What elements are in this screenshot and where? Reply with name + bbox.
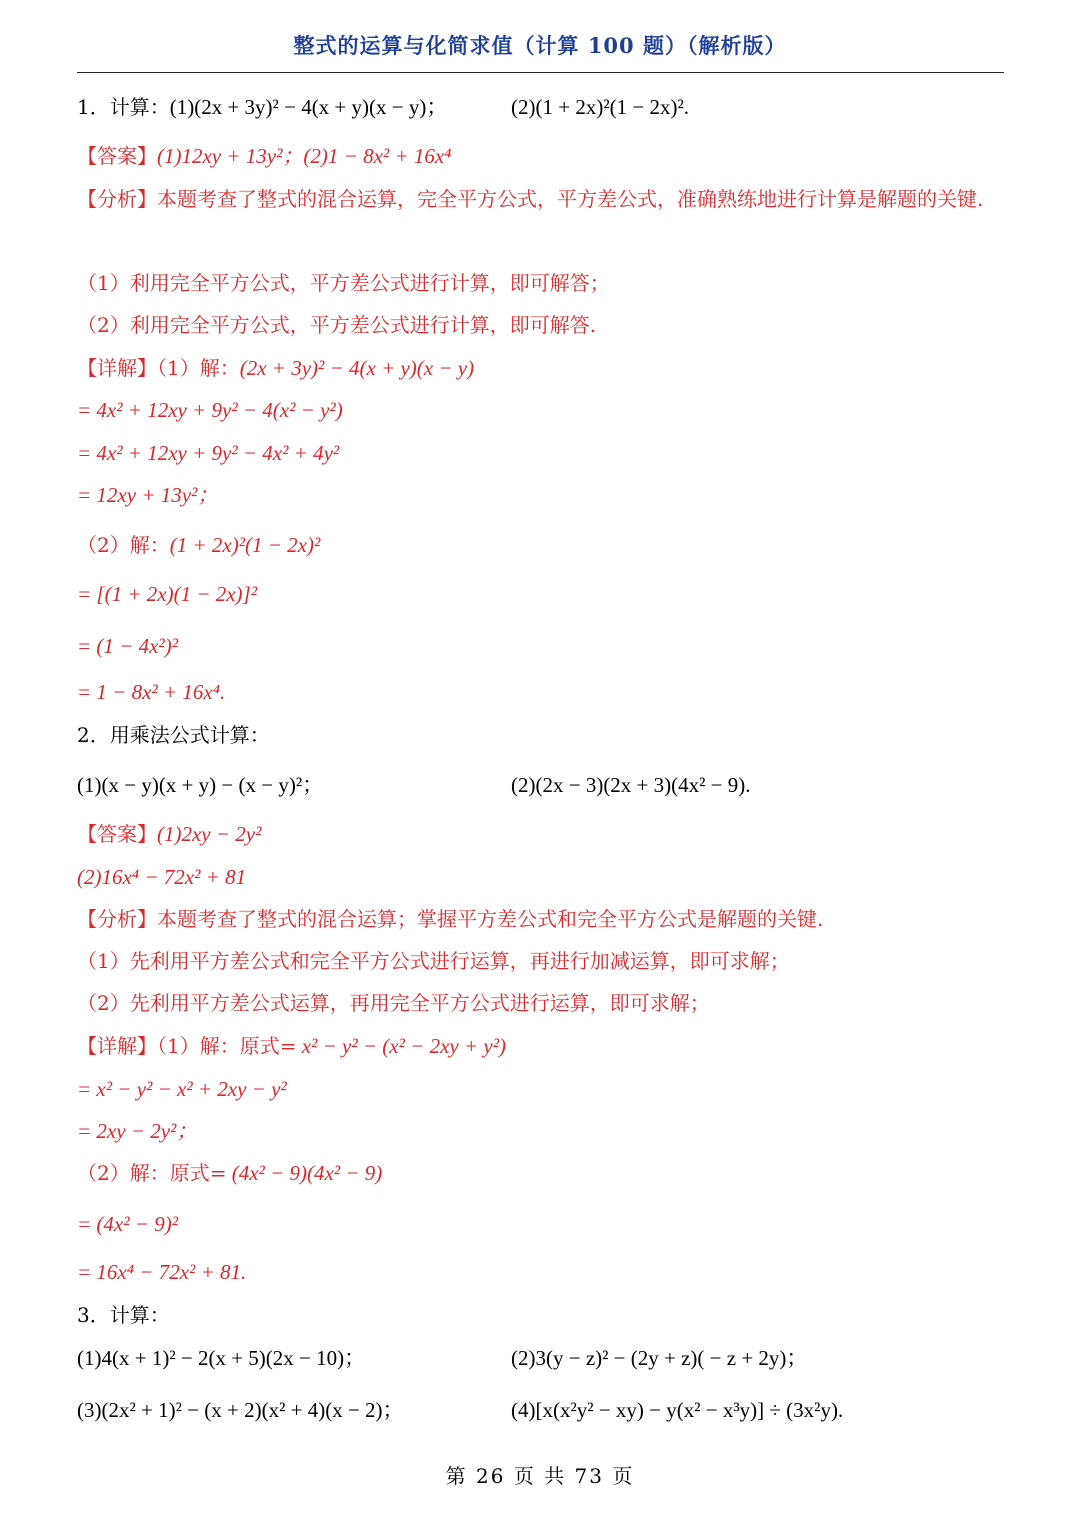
problem-1-detail-step: = 4x² + 12xy + 9y² − 4x² + 4y² <box>77 441 340 465</box>
problem-1-question: 1．计算：(1)(2x + 3y)² − 4(x + y)(x − y)； <box>77 95 448 119</box>
problem-2-part-2: (2)(2x − 3)(2x + 3)(4x² − 9). <box>511 773 751 797</box>
problem-1-detail-step: = 1 − 8x² + 16x⁴. <box>77 680 226 704</box>
problem-2-question: 2．用乘法公式计算： <box>77 723 270 747</box>
problem-2-detail-part-1: 【详解】（1）解：原式= x² − y² − (x² − 2xy + y²) <box>77 1034 507 1058</box>
page-title: 整式的运算与化简求值（计算 100 题）（解析版） <box>293 33 787 58</box>
problem-2-detail-step: = (4x² − 9)² <box>77 1212 178 1236</box>
problem-3-part-4: (4)[x(x²y² − xy) − y(x² − x³y)] ÷ (3x²y). <box>511 1398 844 1422</box>
header-divider <box>77 72 1004 73</box>
problem-2-detail-step: = 2xy − 2y²； <box>77 1119 198 1143</box>
problem-1-detail-step: = (1 − 4x²)² <box>77 634 178 658</box>
problem-1-answer: 【答案】(1)12xy + 13y²；(2)1 − 8x² + 16x⁴ <box>77 144 452 168</box>
problem-2-detail-step: = 16x⁴ − 72x² + 81. <box>77 1260 247 1284</box>
problem-2-answer-line: (2)16x⁴ − 72x² + 81 <box>77 865 247 889</box>
problem-1-analysis: 【分析】本题考查了整式的混合运算，完全平方公式，平方差公式，准确熟练地进行计算是解题的关键. <box>77 187 984 211</box>
problem-1-analysis-step-2: （2）利用完全平方公式，平方差公式进行计算，即可解答. <box>77 313 597 337</box>
problem-1-analysis-step-1: （1）利用完全平方公式，平方差公式进行计算，即可解答； <box>77 271 610 295</box>
problem-3-part-1: (1)4(x + 1)² − 2(x + 5)(2x − 10)； <box>77 1346 366 1370</box>
problem-2-analysis: 【分析】本题考查了整式的混合运算；掌握平方差公式和完全平方公式是解题的关键. <box>77 907 824 931</box>
problem-2-answer: 【答案】(1)2xy − 2y² <box>77 822 262 846</box>
problem-2-detail-part-2: （2）解：原式= (4x² − 9)(4x² − 9) <box>77 1161 383 1185</box>
problem-1-part-2: (2)(1 + 2x)²(1 − 2x)². <box>511 95 689 119</box>
problem-1-detail-step: = 12xy + 13y²； <box>77 483 219 507</box>
problem-1-detail-step: = 4x² + 12xy + 9y² − 4(x² − y²) <box>77 398 343 422</box>
problem-3-question: 3．计算： <box>77 1303 170 1327</box>
problem-3-part-3: (3)(2x² + 1)² − (x + 2)(x² + 4)(x − 2)； <box>77 1398 404 1422</box>
problem-3-part-2: (2)3(y − z)² − (2y + z)( − z + 2y)； <box>511 1346 808 1370</box>
problem-2-analysis-step-2: （2）先利用平方差公式运算，再用完全平方公式进行运算，即可求解； <box>77 991 710 1015</box>
page-footer: 第 26 页 共 73 页 <box>445 1464 635 1488</box>
problem-2-part-1: (1)(x − y)(x + y) − (x − y)²； <box>77 773 324 797</box>
problem-1-detail-part-1: 【详解】（1）解：(2x + 3y)² − 4(x + y)(x − y) <box>77 356 475 380</box>
problem-2-analysis-step-1: （1）先利用平方差公式和完全平方公式进行运算，再进行加减运算，即可求解； <box>77 949 790 973</box>
problem-1-detail-step: = [(1 + 2x)(1 − 2x)]² <box>77 582 258 606</box>
problem-1-detail-part-2: （2）解：(1 + 2x)²(1 − 2x)² <box>77 533 321 557</box>
problem-2-detail-step: = x² − y² − x² + 2xy − y² <box>77 1077 287 1101</box>
